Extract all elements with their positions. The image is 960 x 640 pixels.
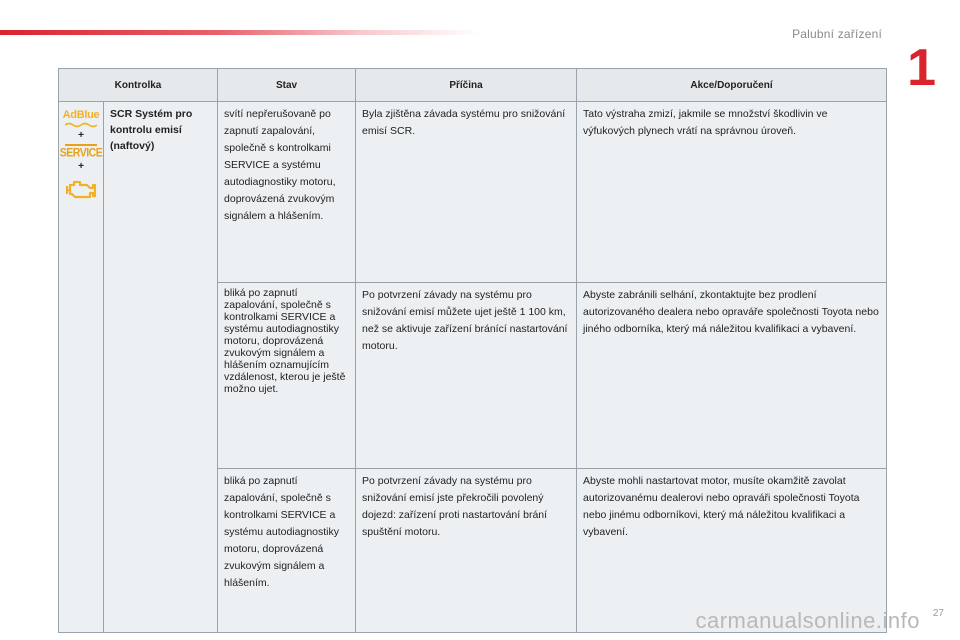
status-cell: bliká po zapnutí zapalování, společně s kontrolkami SERVICE a systému autodiagnostiky motoru, doprovázená zvukovým signálem a hlášením.: [218, 469, 356, 633]
action-cell: Abyste mohli nastartovat motor, musíte okamžitě zavolat autorizovanému dealerovi nebo opraváři společnosti Toyota nebo jinému odborníkovi, který má náležitou kvalifikaci a vybavení.: [577, 469, 887, 633]
column-header-akce: Akce/Doporučení: [577, 69, 887, 102]
indicator-title: SCR Systém pro kontrolu emisí (naftový): [104, 102, 218, 633]
warning-light-table: [58, 68, 887, 633]
status-cell: bliká po zapnutí zapalování, společně s kontrolkami SERVICE a systému autodiagnostiky motoru, doprovázená zvukovým signálem a hlášením oznamujícím vzdálenost, kterou je ještě možno ujet.: [218, 283, 356, 469]
column-header-pricina: Příčina: [356, 69, 577, 102]
column-header-kontrolka: Kontrolka: [59, 69, 218, 102]
adblue-wave-icon: [65, 122, 97, 128]
column-header-stav: Stav: [218, 69, 356, 102]
service-icon: SERVICE: [59, 146, 103, 160]
page-number: 27: [932, 608, 944, 619]
watermark: carmanualsonline.info: [695, 608, 920, 633]
cause-cell: Byla zjištěna závada systému pro snižování emisí SCR.: [356, 102, 577, 283]
adblue-icon: AdBlue: [62, 109, 100, 121]
chapter-number: 1: [907, 39, 936, 97]
table-row: [59, 102, 887, 283]
indicator-icons-cell: [59, 102, 104, 633]
plus-sign: +: [78, 161, 84, 172]
plus-sign: +: [78, 130, 84, 141]
action-cell: Tato výstraha zmizí, jakmile se množství škodlivin ve výfukových plynech vrátí na správnou úroveň.: [577, 102, 887, 283]
table-header-row: [59, 69, 887, 102]
status-cell: svítí nepřerušovaně po zapnutí zapalování, společně s kontrolkami SERVICE a systému autodiagnostiky motoru, doprovázená zvukovým signálem a hlášením.: [218, 102, 356, 283]
cause-cell: Po potvrzení závady na systému pro snižování emisí můžete ujet ještě 1 100 km, než se aktivuje zařízení bránící nastartování motoru.: [356, 283, 577, 469]
cause-cell: Po potvrzení závady na systému pro snižování emisí jste překročili povolený dojezd: zařízení proti nastartování brání spuštění motoru.: [356, 469, 577, 633]
header-accent-bar: [0, 30, 480, 35]
engine-icon: [64, 177, 98, 201]
action-cell: Abyste zabránili selhání, zkontaktujte bez prodlení autorizovaného dealera nebo opraváře společnosti Toyota nebo jiného odborníka, který má náležitou kvalifikaci a vybavení.: [577, 283, 887, 469]
section-title: Palubní zařízení: [792, 27, 882, 41]
